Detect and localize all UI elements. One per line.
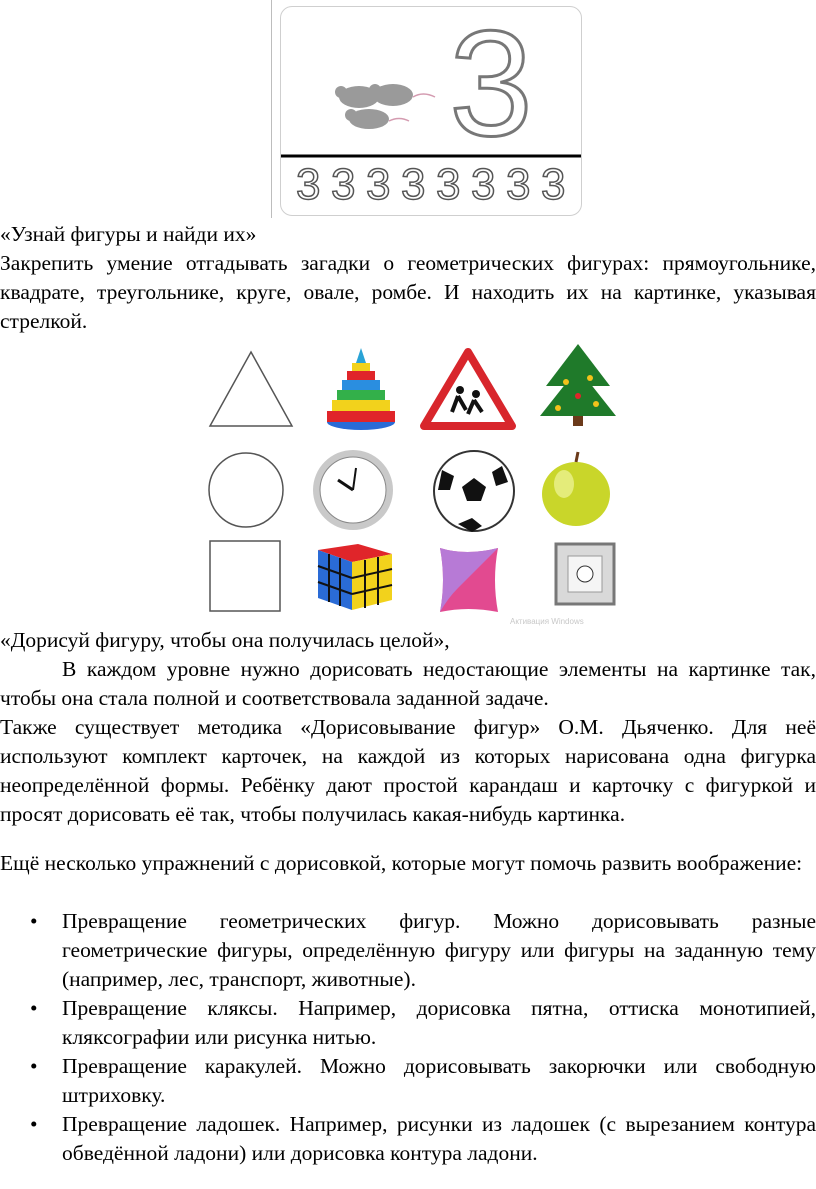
mice-illustration: [335, 84, 435, 129]
svg-text:3: 3: [471, 160, 496, 209]
bullet-icon: •: [30, 1112, 38, 1136]
exercise-list: [0, 907, 816, 1168]
circle-outline: [209, 453, 283, 527]
rubiks-cube-image: [318, 544, 392, 610]
square-outline: [210, 541, 280, 611]
triangle-outline: [210, 352, 292, 426]
svg-text:3: 3: [541, 160, 566, 209]
svg-text:3: 3: [401, 160, 426, 209]
big-digit: 3: [449, 7, 533, 167]
svg-text:3: 3: [296, 160, 321, 209]
list-item: • Превращение геометрических фигур. Можно дорисовывать разные геометрические фигуры, определённую фигуру или фигуры на заданную тему (например, лес, транспорт, животные).: [30, 909, 816, 991]
pyramid-toy-image: [327, 348, 395, 430]
list-item: • Превращение каракулей. Можно дорисовывать закорючки или свободную штриховку.: [30, 1054, 816, 1107]
section2-para2: Также существует методика «Дорисовывание фигур» О.М. Дьяченко. Для неё используют комплект карточек, на каждой из которых нарисована одна фигурка неопределённой формы. Ребёнку дают простой карандаш и карточку с фигуркой и просят дорисовать её так, чтобы получилась какая-нибудь картинка.: [0, 715, 816, 826]
svg-text:3: 3: [506, 160, 531, 209]
windows-watermark: Активация Windows: [510, 617, 584, 626]
divider-line: [271, 0, 272, 218]
section2-title: «Дорисуй фигуру, чтобы она получилась целой»,: [0, 628, 450, 652]
practice-digits: [296, 160, 565, 209]
list-item: • Превращение ладошек. Например, рисунки из ладошек (с вырезанием контура обведённой ладони) или дорисовка контура ладони.: [30, 1112, 816, 1165]
soccer-ball-image: [434, 451, 514, 532]
section2-para3: Ещё несколько упражнений с дорисовкой, которые могут помочь развить воображение:: [0, 851, 803, 875]
pillow-image: [440, 548, 498, 612]
photo-frame-clock-image: [556, 544, 614, 604]
section2-para1: В каждом уровне нужно дорисовать недостающие элементы на картинке так, чтобы она стала полной и соответствовала заданной задаче.: [0, 657, 816, 710]
svg-text:3: 3: [436, 160, 461, 209]
christmas-tree-image: [540, 344, 616, 426]
svg-text:3: 3: [366, 160, 391, 209]
bullet-icon: •: [30, 1054, 38, 1078]
list-item: • Превращение кляксы. Например, дорисовка пятна, оттиска монотипией, кляксографии или рисунка нитью.: [30, 996, 816, 1049]
section1-body: Закрепить умение отгадывать загадки о геометрических фигурах: прямоугольнике, квадрате, треугольнике, круге, овале, ромбе. И находить их на картинке, указывая стрелкой.: [0, 251, 816, 333]
svg-text:3: 3: [331, 160, 356, 209]
digit-three-illustration: [281, 7, 581, 215]
bullet-icon: •: [30, 909, 38, 933]
section1-title: «Узнай фигуры и найди их»: [0, 222, 257, 246]
road-sign-image: [424, 352, 512, 426]
digit-three-card: [280, 6, 582, 216]
apple-image: [542, 452, 610, 526]
shapes-grid-illustration: [196, 338, 624, 628]
wall-clock-image: [313, 450, 393, 530]
bullet-icon: •: [30, 996, 38, 1020]
